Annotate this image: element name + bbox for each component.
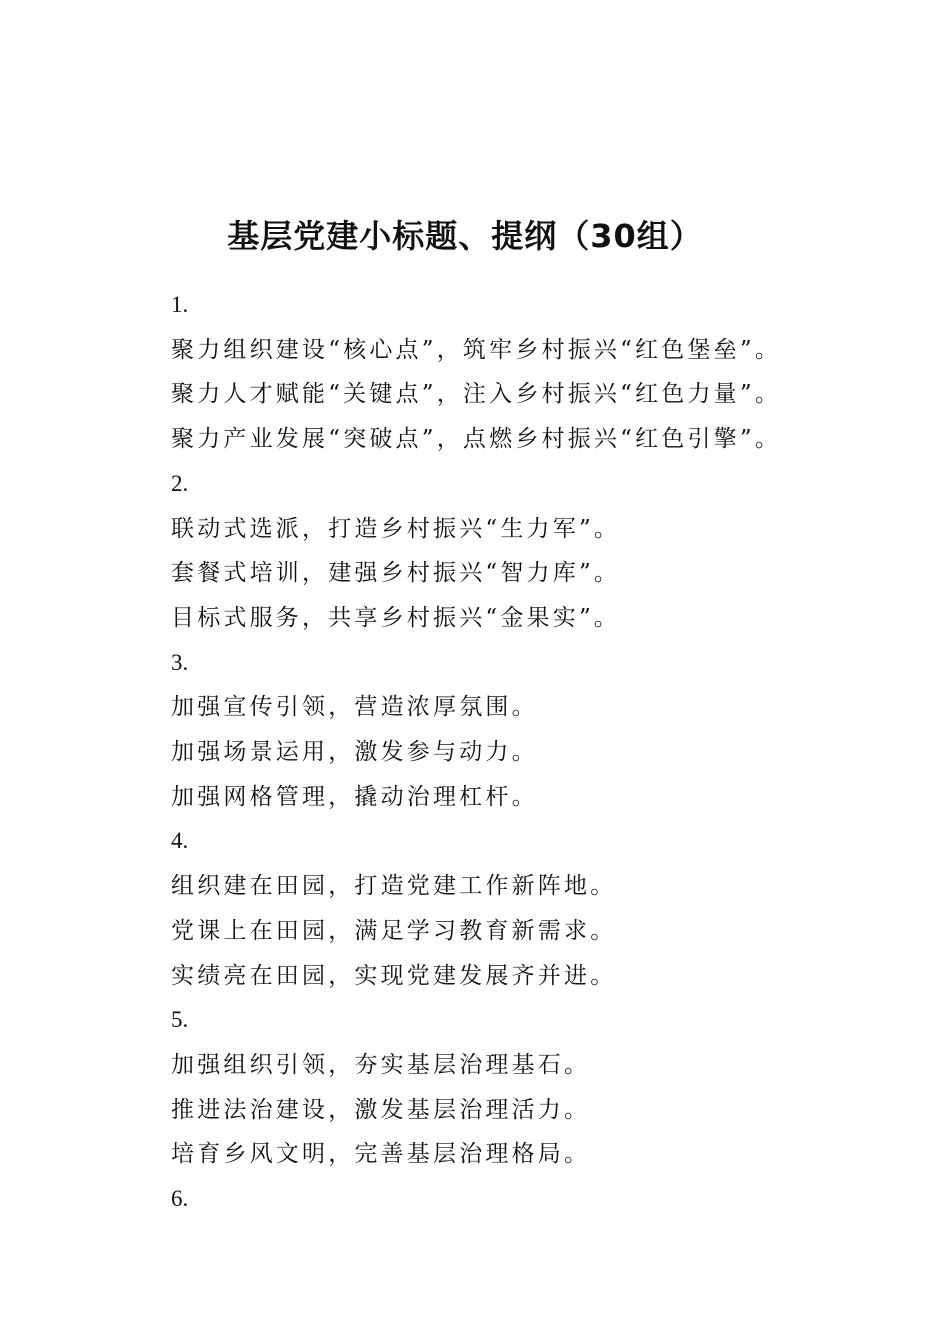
section-4 bbox=[171, 819, 871, 998]
body-line: 党课上在田园，满足学习教育新需求。 bbox=[171, 917, 617, 944]
body-line: 培育乡风文明，完善基层治理格局。 bbox=[171, 1141, 591, 1168]
section-5 bbox=[171, 998, 871, 1177]
document-title: 基层党建小标题、提纲（30组） bbox=[227, 217, 703, 255]
section-6 bbox=[171, 1177, 871, 1222]
section-number: 4. bbox=[171, 828, 189, 854]
body-line: 套餐式培训，建强乡村振兴“智力库”。 bbox=[171, 560, 621, 587]
body-line: 加强组织引领，夯实基层治理基石。 bbox=[171, 1051, 591, 1078]
section-number: 2. bbox=[171, 470, 189, 496]
body-line: 目标式服务，共享乡村振兴“金果实”。 bbox=[171, 604, 621, 631]
section-number: 1. bbox=[171, 292, 189, 317]
body-line: 组织建在田园，打造党建工作新阵地。 bbox=[171, 873, 617, 900]
body-line: 加强网格管理，撬动治理杠杆。 bbox=[171, 783, 538, 810]
body-line: 加强场景运用，激发参与动力。 bbox=[171, 739, 538, 766]
body-line: 加强宣传引领，营造浓厚氛围。 bbox=[171, 694, 538, 721]
body-line: 实绩亮在田园，实现党建发展齐并进。 bbox=[171, 962, 617, 989]
body-line: 联动式选派，打造乡村振兴“生力军”。 bbox=[171, 515, 621, 542]
body-line: 聚力组织建设“核心点”，筑牢乡村振兴“红色堡垒”。 bbox=[171, 336, 782, 363]
section-1 bbox=[171, 283, 871, 462]
section-number: 5. bbox=[171, 1007, 189, 1033]
body-line: 聚力产业发展“突破点”，点燃乡村振兴“红色引擎”。 bbox=[171, 426, 782, 453]
section-2 bbox=[171, 462, 871, 641]
section-3 bbox=[171, 641, 871, 820]
section-number: 3. bbox=[171, 649, 189, 675]
body-line: 推进法治建设，激发基层治理活力。 bbox=[171, 1096, 591, 1123]
section-number: 6. bbox=[171, 1186, 189, 1212]
body-line: 聚力人才赋能“关键点”，注入乡村振兴“红色力量”。 bbox=[171, 381, 782, 408]
document-body bbox=[171, 283, 871, 1222]
